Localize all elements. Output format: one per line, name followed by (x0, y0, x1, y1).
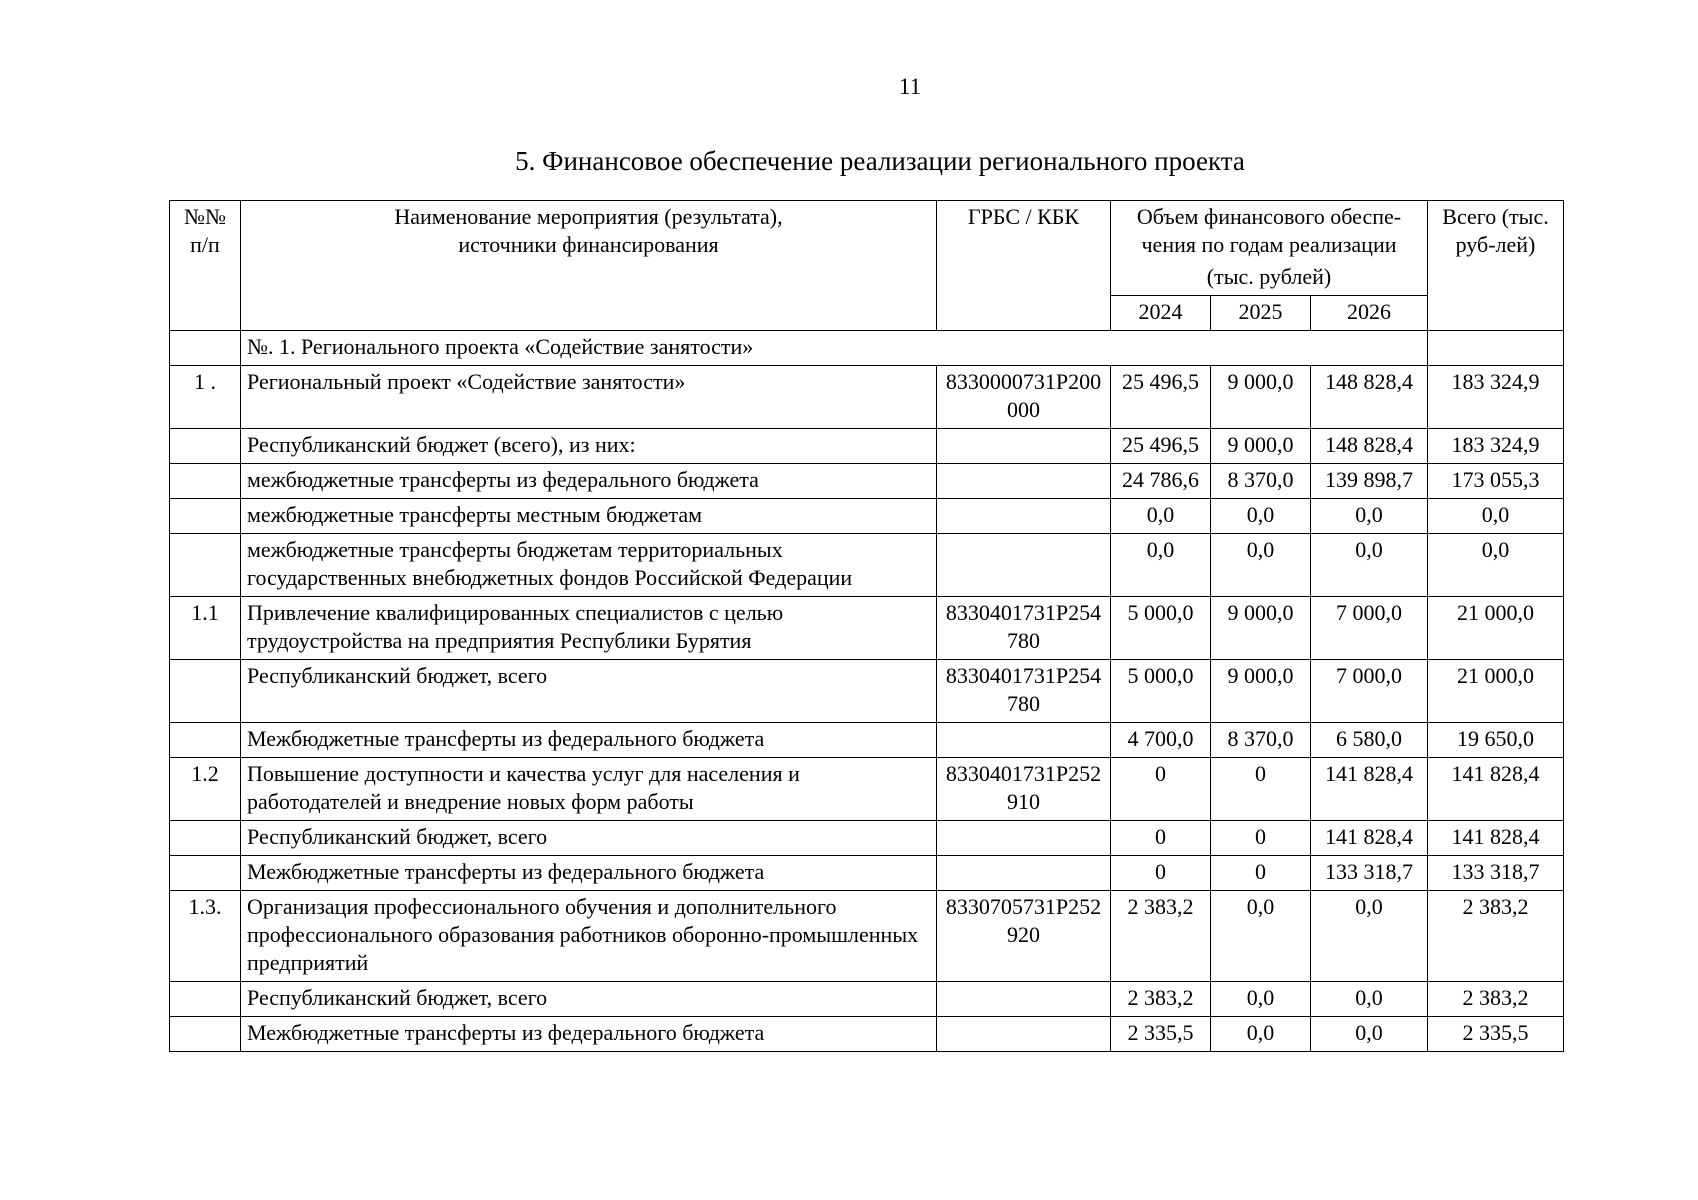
row-kbk (937, 534, 1111, 597)
row-kbk: 8330401731Р254780 (937, 660, 1111, 723)
row-kbk: 8330000731Р200000 (937, 366, 1111, 429)
row-total: 2 383,2 (1428, 982, 1564, 1017)
row-name: межбюджетные трансферты местным бюджетам (241, 499, 937, 534)
header-kbk: ГРБС / КБК (937, 201, 1111, 331)
row-name: Межбюджетные трансферты из федерального бюджета (241, 723, 937, 758)
row-value-2024: 5 000,0 (1111, 597, 1211, 660)
header-row (170, 201, 1564, 296)
row-number (170, 429, 241, 464)
row-value-2024: 0,0 (1111, 534, 1211, 597)
header-volume-line1: Объем финансового обеспе- (1136, 204, 1402, 229)
row-value-2024: 0 (1111, 821, 1211, 856)
header-volume-line3: (тыс. рублей) (1206, 264, 1332, 289)
row-kbk (937, 464, 1111, 499)
row-total: 133 318,7 (1428, 856, 1564, 891)
row-name: Повышение доступности и качества услуг для населения и работодателей и внедрение новых форм работы (241, 758, 937, 821)
table-row (170, 660, 1564, 723)
row-value-2026: 0,0 (1311, 499, 1428, 534)
table-row (170, 499, 1564, 534)
row-value-2024: 0 (1111, 856, 1211, 891)
header-name (241, 201, 937, 331)
row-total: 141 828,4 (1428, 758, 1564, 821)
row-kbk (937, 429, 1111, 464)
row-value-2025: 0,0 (1211, 891, 1311, 982)
row-number: 1.2 (170, 758, 241, 821)
row-number: 1.1 (170, 597, 241, 660)
row-value-2026: 141 828,4 (1311, 821, 1428, 856)
row-value-2026: 139 898,7 (1311, 464, 1428, 499)
section-title: №. 1. Регионального проекта «Содействие занятости» (241, 331, 1428, 366)
row-value-2026: 0,0 (1311, 982, 1428, 1017)
row-total: 21 000,0 (1428, 597, 1564, 660)
header-volume-line2: чения по годам реализации (1141, 232, 1397, 257)
row-value-2026: 141 828,4 (1311, 758, 1428, 821)
row-value-2025: 0 (1211, 856, 1311, 891)
row-value-2025: 0,0 (1211, 982, 1311, 1017)
row-value-2024: 0 (1111, 758, 1211, 821)
row-name: Привлечение квалифицированных специалистов с целью трудоустройства на предприятия Республики Бурятия (241, 597, 937, 660)
row-value-2026: 148 828,4 (1311, 366, 1428, 429)
row-value-2024: 5 000,0 (1111, 660, 1211, 723)
row-name: Республиканский бюджет, всего (241, 821, 937, 856)
row-value-2026: 7 000,0 (1311, 660, 1428, 723)
row-value-2024: 0,0 (1111, 499, 1211, 534)
row-value-2024: 4 700,0 (1111, 723, 1211, 758)
row-kbk (937, 499, 1111, 534)
row-number (170, 660, 241, 723)
page-number: 11 (898, 74, 922, 99)
row-name: Республиканский бюджет (всего), из них: (241, 429, 937, 464)
table-row (170, 1017, 1564, 1052)
row-number: 1.3. (170, 891, 241, 982)
row-value-2025: 0 (1211, 821, 1311, 856)
table-row (170, 821, 1564, 856)
row-value-2026: 7 000,0 (1311, 597, 1428, 660)
table-row (170, 597, 1564, 660)
row-value-2025: 9 000,0 (1211, 366, 1311, 429)
row-kbk: 8330401731Р252910 (937, 758, 1111, 821)
row-value-2026: 6 580,0 (1311, 723, 1428, 758)
row-value-2026: 133 318,7 (1311, 856, 1428, 891)
table-row (170, 758, 1564, 821)
row-value-2025: 0,0 (1211, 1017, 1311, 1052)
row-kbk (937, 1017, 1111, 1052)
row-value-2025: 0,0 (1211, 499, 1311, 534)
header-total: Всего (тыс. руб-лей) (1428, 201, 1564, 331)
table-row (170, 891, 1564, 982)
row-total: 173 055,3 (1428, 464, 1564, 499)
row-number (170, 856, 241, 891)
row-value-2026: 148 828,4 (1311, 429, 1428, 464)
row-value-2026: 0,0 (1311, 534, 1428, 597)
table-row (170, 723, 1564, 758)
financing-table (169, 200, 1564, 1052)
row-total: 183 324,9 (1428, 366, 1564, 429)
row-number (170, 982, 241, 1017)
row-kbk (937, 821, 1111, 856)
row-kbk (937, 723, 1111, 758)
row-value-2025: 9 000,0 (1211, 597, 1311, 660)
table-row (170, 464, 1564, 499)
row-kbk (937, 856, 1111, 891)
row-value-2024: 24 786,6 (1111, 464, 1211, 499)
header-year: 2025 (1211, 296, 1311, 331)
row-value-2026: 0,0 (1311, 1017, 1428, 1052)
row-value-2025: 0,0 (1211, 534, 1311, 597)
row-value-2025: 9 000,0 (1211, 429, 1311, 464)
row-value-2025: 8 370,0 (1211, 464, 1311, 499)
table-row (170, 534, 1564, 597)
row-name: Межбюджетные трансферты из федерального бюджета (241, 856, 937, 891)
row-value-2024: 2 383,2 (1111, 891, 1211, 982)
header-year: 2026 (1311, 296, 1428, 331)
row-total: 141 828,4 (1428, 821, 1564, 856)
header-volume (1111, 201, 1428, 296)
row-value-2026: 0,0 (1311, 891, 1428, 982)
row-name: Межбюджетные трансферты из федерального бюджета (241, 1017, 937, 1052)
row-total: 0,0 (1428, 534, 1564, 597)
page-title: 5. Финансовое обеспечение реализации регионального проекта (515, 146, 1245, 176)
row-number (170, 534, 241, 597)
row-total: 2 383,2 (1428, 891, 1564, 982)
row-kbk (937, 982, 1111, 1017)
header-num: №№ п/п (170, 201, 241, 331)
row-value-2025: 8 370,0 (1211, 723, 1311, 758)
row-value-2024: 2 335,5 (1111, 1017, 1211, 1052)
section-row (170, 331, 1564, 366)
row-kbk: 8330705731Р252920 (937, 891, 1111, 982)
header-name-line1: Наименование мероприятия (результата), (394, 204, 783, 229)
row-number: 1 . (170, 366, 241, 429)
table-row (170, 982, 1564, 1017)
row-number (170, 499, 241, 534)
row-name: Организация профессионального обучения и дополнительного профессионального образования работников оборонно-промышленных предприятий (241, 891, 937, 982)
row-name: Республиканский бюджет, всего (241, 982, 937, 1017)
row-total: 0,0 (1428, 499, 1564, 534)
row-total: 19 650,0 (1428, 723, 1564, 758)
row-number (170, 464, 241, 499)
row-number (170, 723, 241, 758)
row-value-2024: 25 496,5 (1111, 366, 1211, 429)
row-name: Региональный проект «Содействие занятости» (241, 366, 937, 429)
table-row (170, 366, 1564, 429)
row-total: 183 324,9 (1428, 429, 1564, 464)
row-number (170, 1017, 241, 1052)
table-row (170, 856, 1564, 891)
table-row (170, 429, 1564, 464)
header-year: 2024 (1111, 296, 1211, 331)
row-value-2024: 2 383,2 (1111, 982, 1211, 1017)
row-total: 21 000,0 (1428, 660, 1564, 723)
row-value-2025: 9 000,0 (1211, 660, 1311, 723)
row-name: Республиканский бюджет, всего (241, 660, 937, 723)
row-name: межбюджетные трансферты из федерального бюджета (241, 464, 937, 499)
row-total: 2 335,5 (1428, 1017, 1564, 1052)
row-name: межбюджетные трансферты бюджетам территориальных государственных внебюджетных фондов Российской Федерации (241, 534, 937, 597)
header-name-line2: источники финансирования (458, 232, 719, 257)
row-number (170, 821, 241, 856)
row-value-2024: 25 496,5 (1111, 429, 1211, 464)
row-kbk: 8330401731Р254780 (937, 597, 1111, 660)
row-value-2025: 0 (1211, 758, 1311, 821)
